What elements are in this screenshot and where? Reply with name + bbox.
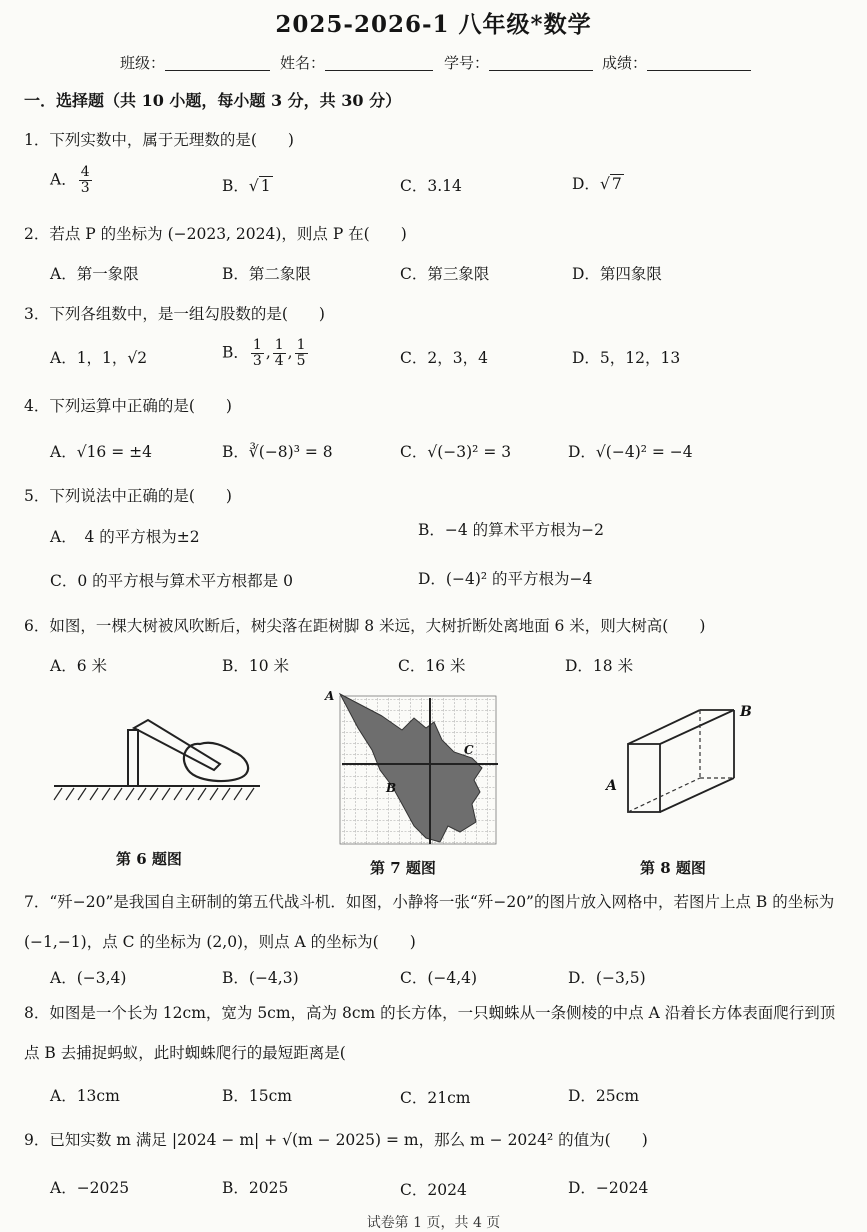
q5-option-c[interactable]: C．0 的平方根与算术平方根都是 0 <box>50 572 293 590</box>
q6-option-a[interactable]: A．6 米 <box>50 657 107 675</box>
name-label: 姓名： <box>280 54 326 72</box>
q7-stem: 7．“歼−20”是我国自主研制的第五代战斗机．如图，小静将一张“歼−20”的图片放入网格中，若图片上点 B 的坐标为 (−1,−1)，点 C 的坐标为 (2,0)，则点 A 的坐标为( ) <box>24 893 835 951</box>
q4-stem: 4．下列运算中正确的是( ) <box>24 397 232 415</box>
figure-7-label-b: B <box>386 781 397 795</box>
figure-7-jet-grid <box>322 688 504 848</box>
figure-8-label-b: B <box>740 704 752 720</box>
q5-option-d[interactable]: D．(−4)² 的平方根为−4 <box>418 570 593 588</box>
q9-option-a[interactable]: A．−2025 <box>50 1179 130 1197</box>
q8-option-d[interactable]: D．25cm <box>568 1087 640 1105</box>
q5-stem: 5．下列说法中正确的是( ) <box>24 487 232 505</box>
q7-option-d[interactable]: D．(−3,5) <box>568 969 646 987</box>
q4-option-c[interactable]: C．√(−3)² = 3 <box>400 443 512 461</box>
q6-stem: 6．如图，一棵大树被风吹断后，树尖落在距树脚 8 米远，大树折断处离地面 6 米，则大树高( ) <box>24 617 706 635</box>
score-field <box>602 52 751 73</box>
score-blank[interactable] <box>647 55 751 71</box>
q1-option-b[interactable]: B．√ 1 <box>222 177 271 195</box>
figure-6-tree <box>48 708 268 808</box>
q9-option-d[interactable]: D．−2024 <box>568 1179 649 1197</box>
figure-7-label-a: A <box>325 689 335 703</box>
figure-8-caption: 第 8 题图 <box>640 859 706 877</box>
q2-stem: 2．若点 P 的坐标为 (−2023, 2024)，则点 P 在( ) <box>24 225 407 243</box>
page-footer: 试卷第 1 页，共 4 页 <box>366 1215 501 1231</box>
q3-option-d[interactable]: D．5，12，13 <box>572 349 681 367</box>
q6-option-d[interactable]: D．18 米 <box>565 657 634 675</box>
q9-option-b[interactable]: B．2025 <box>222 1179 289 1197</box>
q2-option-d[interactable]: D．第四象限 <box>572 265 662 283</box>
figure-7-label-c: C <box>464 743 474 757</box>
q1-option-c[interactable]: C．3.14 <box>400 177 462 195</box>
section-heading: 一．选择题（共 10 小题，每小题 3 分，共 30 分） <box>24 91 402 110</box>
q8-option-c[interactable]: C．21cm <box>400 1089 471 1107</box>
q3-option-b[interactable]: B． $\frac{1}{3}$ , $\frac{1}{4}$ , $\frac{1}{5}$ <box>222 337 306 369</box>
q3-option-a[interactable]: A．1，1，√2 <box>50 349 148 367</box>
q8-option-a[interactable]: A．13cm <box>50 1087 120 1105</box>
q3-option-c[interactable]: C．2，3，4 <box>400 349 488 367</box>
id-field <box>444 52 593 73</box>
q9-option-c[interactable]: C．2024 <box>400 1181 467 1199</box>
q4-option-d[interactable]: D．√(−4)² = −4 <box>568 443 693 461</box>
exam-title: 2025-2026-1 八年级*数学 <box>275 11 592 38</box>
q5-option-a[interactable]: A． 4 的平方根为±2 <box>50 528 200 546</box>
id-blank[interactable] <box>489 55 593 71</box>
figure-6-caption: 第 6 题图 <box>116 850 182 868</box>
q2-option-c[interactable]: C．第三象限 <box>400 265 490 283</box>
q1-option-a[interactable]: A． $\frac{4}{3}$ <box>50 164 90 196</box>
q4-option-b[interactable]: B．∛(−8)³ = 8 <box>222 443 333 461</box>
figure-8-label-a: A <box>606 778 617 794</box>
q5-option-b[interactable]: B．−4 的算术平方根为−2 <box>418 521 605 539</box>
class-blank[interactable] <box>165 55 270 71</box>
q4-option-a[interactable]: A．√16 = ±4 <box>50 443 152 461</box>
class-label: 班级： <box>120 54 166 72</box>
score-label: 成绩： <box>602 54 648 72</box>
q3-stem: 3．下列各组数中，是一组勾股数的是( ) <box>24 305 325 323</box>
q6-option-b[interactable]: B．10 米 <box>222 657 290 675</box>
q8-stem: 8．如图是一个长为 12cm，宽为 5cm，高为 8cm 的长方体，一只蜘蛛从一条侧棱的中点 A 沿着长方体表面爬行到顶点 B 去捕捉蚂蚁，此时蜘蛛爬行的最短距离是( <box>24 1004 836 1062</box>
q2-option-a[interactable]: A．第一象限 <box>50 265 139 283</box>
figure-7-caption: 第 7 题图 <box>370 859 436 877</box>
class-field <box>120 52 270 73</box>
q9-stem: 9．已知实数 m 满足 |2024 − m| + √(m − 2025) = m，那么 m − 2024² 的值为( ) <box>24 1131 648 1149</box>
q1-stem: 1．下列实数中，属于无理数的是( ) <box>24 131 294 149</box>
id-label: 学号： <box>444 54 490 72</box>
q6-option-c[interactable]: C．16 米 <box>398 657 466 675</box>
name-field <box>280 52 433 73</box>
q2-option-b[interactable]: B．第二象限 <box>222 265 311 283</box>
q1-option-d[interactable]: D．√ 7 <box>572 175 622 193</box>
q7-option-b[interactable]: B．(−4,3) <box>222 969 299 987</box>
q7-option-c[interactable]: C．(−4,4) <box>400 969 478 987</box>
name-blank[interactable] <box>325 55 433 71</box>
q7-option-a[interactable]: A．(−3,4) <box>50 969 127 987</box>
figure-8-cuboid <box>600 700 775 818</box>
q8-option-b[interactable]: B．15cm <box>222 1087 292 1105</box>
